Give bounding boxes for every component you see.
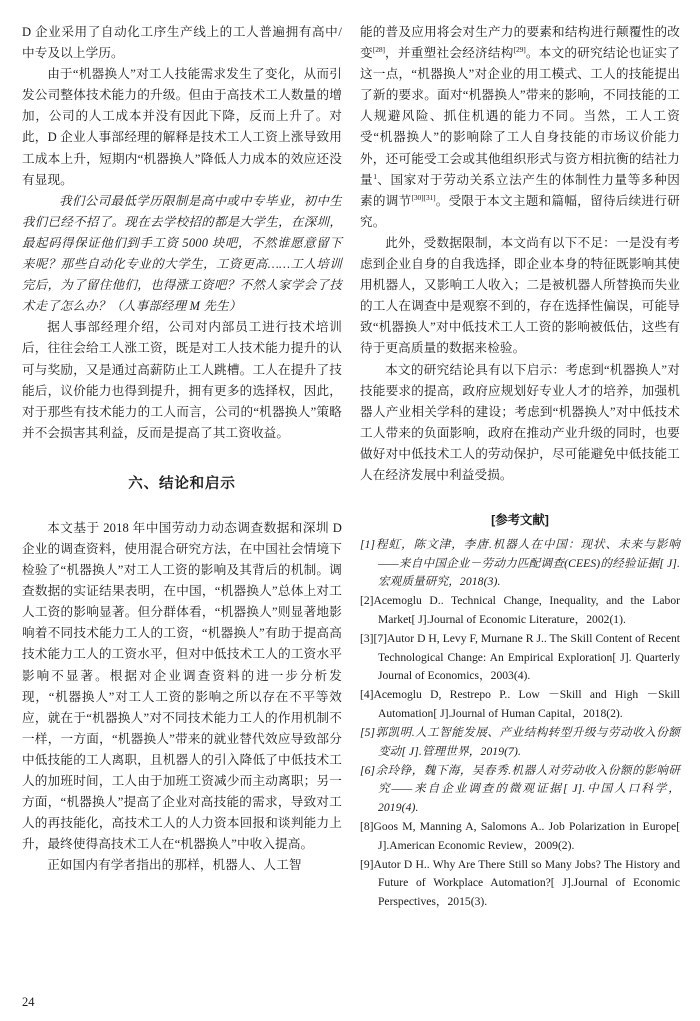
reference-item: [5]郭凯明.人工智能发展、产业结构转型升级与劳动收入份额变动[ J].管理世界，2019(7). — [360, 726, 680, 758]
reference-item: [2]Acemoglu D.. Technical Change, Inequality, and the Labor Market[ J].Journal of Economic Literature，2002(1). — [360, 594, 680, 626]
reference-item: [3][7]Autor D H, Levy F, Murnane R J.. The Skill Content of Recent Technological Change: An Empirical Exploration[ J]. Quarterly Journal of Economics，2003(4). — [360, 632, 680, 683]
citation-marker: [30][31] — [411, 192, 436, 202]
reference-item: [8]Goos M, Manning A, Salomons A.. Job Polarization in Europe[ J].American Economic Review，2009(2). — [360, 819, 680, 852]
paragraph: 本文基于 2018 年中国劳动力动态调查数据和深圳 D 企业的调查资料，使用混合研究方法，在中国社会情境下检验了“机器换人”对工人工资的影响及其背后的机制。调查数据的实证结果表明，在中国，“机器换人”总体上对工人工资的影响显著。但分群体看，“机器换人”则显著地影响着不同技术能力工人的工资，“机器换人”有助于提高高技术能力工人的工资水平，但对中低技术工人的工资水平影响不显著。根据对企业调查资料的进一步分析发现，“机器换人”对工人工资的影响之所以存在不平等效应，就在于“机器换人”对不同技术能力工人的作用机制不一样，一方面，“机器换人”带来的就业替代效应导致部分中低技能的工人离职，且机器人的引入降低了中低技术工人的加班时间，工人由于加班工资减少而主动离职；另一方面，“机器换人”提高了企业对高技能的需求，导致对工人的再技能化，高技术工人的人力资本回报和谈判能力上升，最终使得高技术工人在“机器换人”中收入提高。 — [22, 520, 342, 852]
page-number: 24 — [22, 995, 35, 1009]
reference-item: [9]Autor D H.. Why Are There Still so Many Jobs? The History and Future of Workplace Automation?[ J].Journal of Economic Perspectives，2015(3). — [360, 857, 680, 908]
reference-item: [1]程虹，陈文津，李唐.机器人在中国：现状、未来与影响——来自中国企业－劳动力匹配调查(CEES)的经验证据[ J].宏观质量研究，2018(3). — [360, 538, 680, 589]
two-column-body — [22, 22, 680, 972]
paragraph: 本文的研究结论具有以下启示：考虑到“机器换人”对技能要求的提高，政府应规划好专业人才的培养，加强机器人产业相关学科的建设；考虑到“机器换人”对中低技术工人带来的负面影响，政府在推动产业升级的同时，也要做好对中低技术工人的劳动保护，尽可能避免中低技能工人在经济发展中利益受损。 — [360, 362, 680, 482]
paragraph: 由于“机器换人”对工人技能需求发生了变化，从而引发公司整体技术能力的升级。但由于高技术工人数量的增加，公司的人工成本并没有因此下降，反而上升了。对此，D 企业人事部经理的解释是技术工人工资上涨导致用工成本上升，短期内“机器换人”降低人力成本的效应还没有显现。 — [22, 67, 342, 187]
references-list — [360, 536, 680, 911]
paragraph: 此外，受数据限制，本文尚有以下不足：一是没有考虑到企业自身的自我选择，即企业本身的特征既影响其使用机器人，又影响工人收入；二是被机器人所替换而失业的工人在调查中是观察不到的，存在选择性偏误，可能导致“机器换人”对中低技术工人工资的影响被低估，这些有待于更高质量的数据来检验。 — [360, 235, 680, 356]
paragraph: D 企业采用了自动化工序生产线上的工人普遍拥有高中/中专及以上学历。 — [22, 25, 342, 61]
references-heading: [参考文献] — [491, 513, 549, 528]
paragraph-continues-next-page: 正如国内有学者指出的那样，机器人、人工智 — [47, 858, 302, 873]
right-column — [360, 22, 680, 972]
section-heading: 六、结论和启示 — [128, 475, 236, 492]
paragraph-with-citations: 能的普及应用将会对生产力的要素和结构进行颠覆性的改变[28]，并重塑社会经济结构[29]。本文的研究结论也证实了这一点，“机器换人”对企业的用工模式、工人的技能提出了新的要求。面对“机器换人”带来的影响，不同技能的工人规避风险、抓住机遇的能力不同。当然，工人工资受“机器换人”的影响除了工人自身技能的市场议价能力外，还可能受工会或其他组织形式与资方相抗衡的结社力量$^1$、国家对于劳动关系立法产生的体制性力量等多种因素的调节[30][31]。受限于本文主题和篇幅，留待后续进行研究。 — [360, 25, 680, 229]
citation-marker: 1 — [373, 171, 377, 181]
reference-item: [6]余玲铮，魏下海，吴春秀.机器人对劳动收入份额的影响研究——来自企业调查的微观证据[ J].中国人口科学，2019(4). — [360, 763, 680, 814]
citation-marker: [28] — [372, 44, 385, 54]
reference-item: [4]Acemoglu D, Restrepo P.. Low －Skill and High －Skill Automation[ J].Journal of Human Capital，2018(2). — [360, 688, 680, 720]
citation-marker: [29] — [513, 44, 526, 54]
left-column — [22, 22, 342, 972]
paragraph: 据人事部经理介绍，公司对内部员工进行技术培训后，往往会给工人涨工资，既是对工人技术能力提升的认可与奖励，又是通过高薪防止工人跳槽。工人在提升了技能后，议价能力也得到提升，拥有更多的选择权，因此，对于那些有技术能力的工人而言，公司的“机器换人”策略并不会损害其利益，反而是提高了其工资收益。 — [22, 320, 342, 440]
interview-quote-block: 我们公司最低学历限制是高中或中专毕业，初中生我们已经不招了。现在去学校招的都是大学生，在深圳，最起码得保证他们到手工资 5000 块吧，不然谁愿意留下来呢？那些自动化专业的大学生，工资更高……工人培训完后，为了留住他们，也得涨工资吧？不然人家学会了技术走了怎么办？（人事部经理 M 先生） — [22, 193, 342, 314]
